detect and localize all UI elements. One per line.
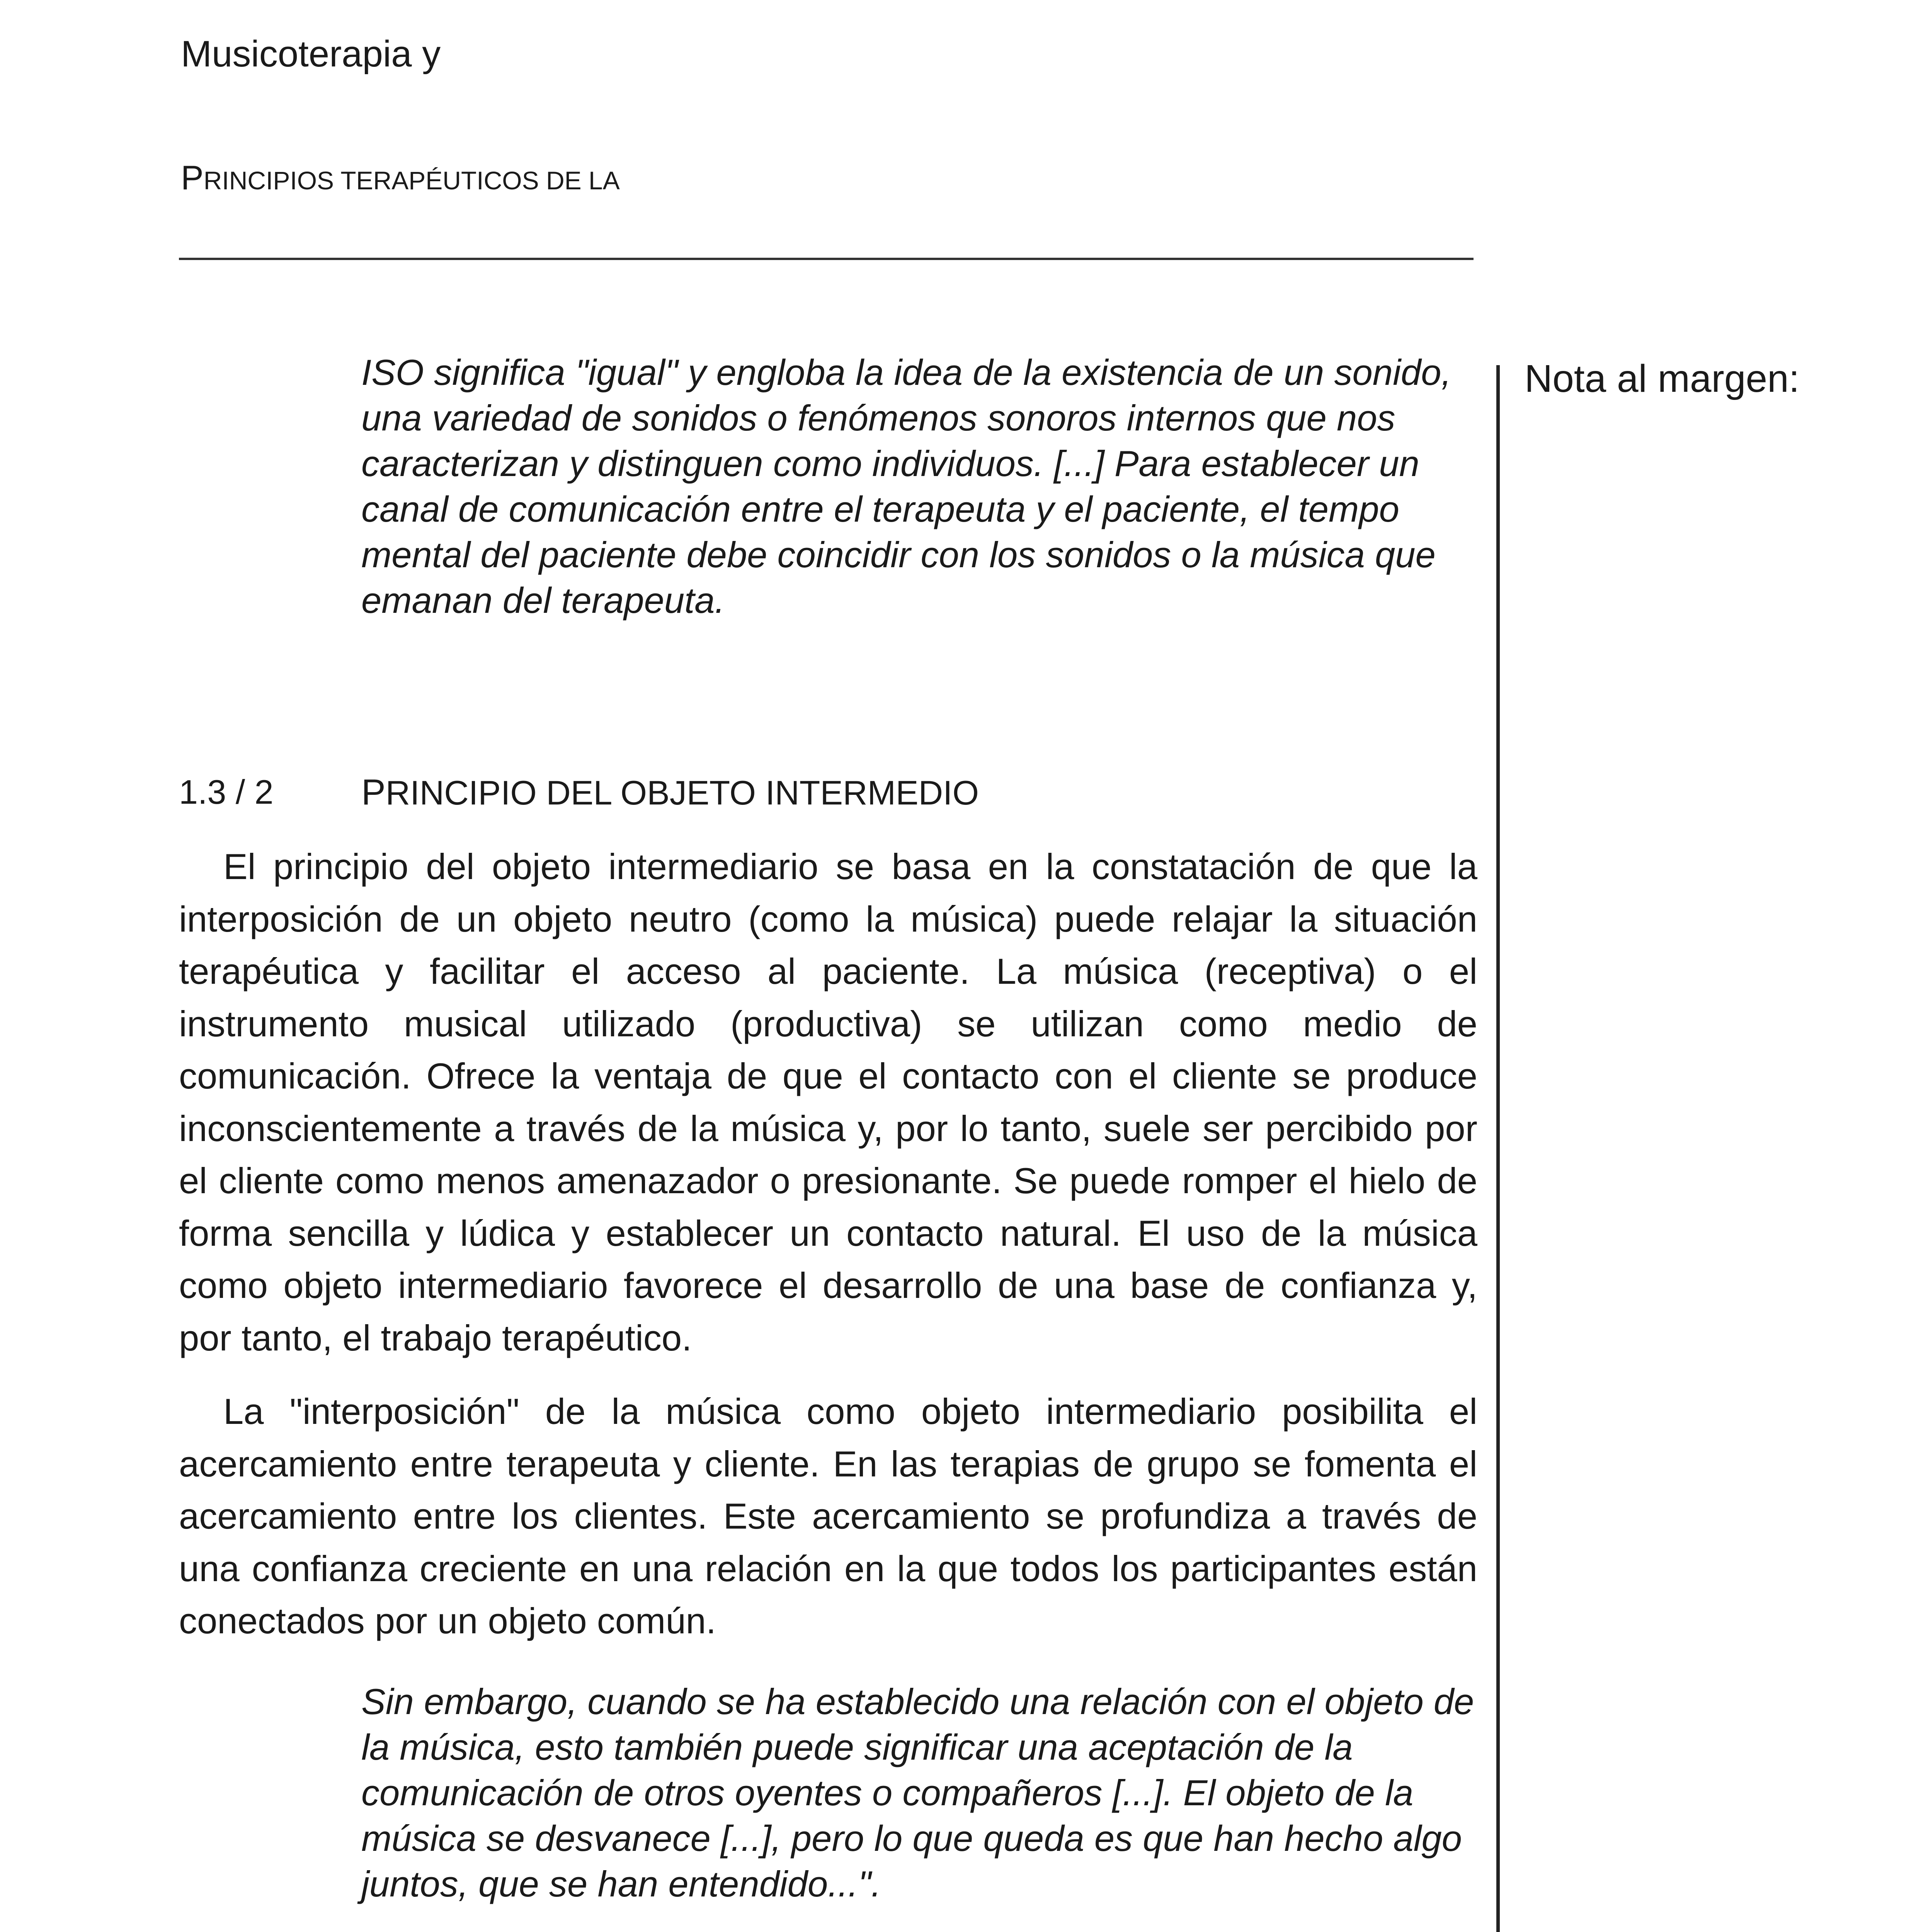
section-number: 1.3 / 2 bbox=[179, 773, 274, 811]
header-divider bbox=[179, 258, 1474, 260]
block-quote-iso-text: ISO significa "igual" y engloba la idea de la existencia de un sonido, una variedad de sonidos o fenómenos sonoros internos que nos caracterizan y distinguen como individuos. [...] Para establecer un canal de comunicación entre el terapeuta y el paciente, el tempo mental del paciente debe coincidir con los sonidos o la música que emanan del terapeuta. bbox=[361, 352, 1451, 621]
block-quote-iso bbox=[361, 350, 1482, 623]
section-title-initial: P bbox=[361, 772, 386, 812]
margin-note-label: Nota al margen: bbox=[1525, 357, 1800, 400]
body-paragraph-2-text: La "interposición" de la música como objeto intermediario posibilita el acercamiento entre terapeuta y cliente. En las terapias de grupo se fomenta el acercamiento entre los clientes. Este acercamiento se profundiza a través de una confianza creciente en una relación en la que todos los participantes están conectados por un objeto común. bbox=[179, 1391, 1477, 1641]
section-title bbox=[361, 771, 979, 814]
block-quote-object-text: Sin embargo, cuando se ha establecido una relación con el objeto de la música, esto también puede significar una aceptación de la comunicación de otros oyentes o compañeros [...]. El objeto de la música se desvanece [...], pero lo que queda es que han hecho algo juntos, que se han entendido...". bbox=[361, 1681, 1474, 1904]
body-paragraph-1-text: El principio del objeto intermediario se basa en la constatación de que la interposición de un objeto neutro (como la música) puede relajar la situación terapéutica y facilitar el acceso al paciente. La música (receptiva) o el instrumento musical utilizado (productiva) se utilizan como medio de comunicación. Ofrece la ventaja de que el contacto con el cliente se produce inconscientemente a través de la música y, por lo tanto, suele ser percibido por el cliente como menos amenazador o presionante. Se puede romper el hielo de forma sencilla y lúdica y establecer un contacto natural. El uso de la música como objeto intermediario favorece el desarrollo de una base de confianza y, por tanto, el trabajo terapéutico. bbox=[179, 846, 1477, 1358]
running-header-subtitle-rest: RINCIPIOS TERAPÉUTICOS DE LA bbox=[203, 166, 620, 195]
body-paragraph-2 bbox=[179, 1385, 1477, 1647]
running-header-subtitle-initial: P bbox=[181, 158, 204, 197]
body-paragraph-1 bbox=[179, 840, 1477, 1364]
margin-column-rule bbox=[1496, 365, 1500, 1932]
block-quote-object bbox=[361, 1679, 1482, 1907]
running-header-subtitle bbox=[181, 158, 620, 200]
section-title-rest: RINCIPIO DEL OBJETO INTERMEDIO bbox=[385, 774, 979, 812]
running-header-title: Musicoterapia y bbox=[181, 33, 441, 75]
